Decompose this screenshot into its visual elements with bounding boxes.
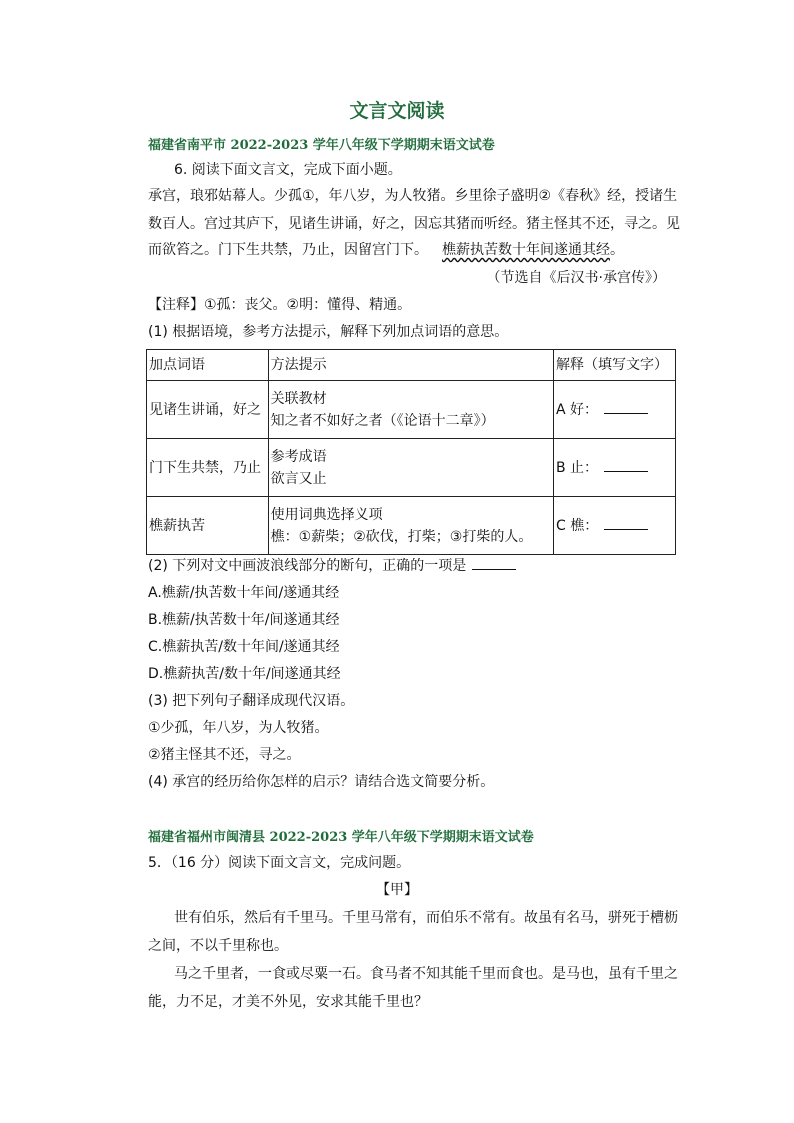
question-5-head: 5．（16 分）阅读下面文言文，完成问题。 [148, 855, 411, 871]
table-header-cell: 加点词语 [147, 350, 269, 381]
answer-blank[interactable] [604, 459, 648, 472]
hint-line: 欲言又止 [270, 470, 327, 487]
question-4: (4) 承宫的经历给你怎样的启示？请结合选文简要分析。 [148, 774, 495, 790]
vocab-table [146, 349, 676, 555]
hint-line: 使用词典选择义项 [270, 506, 383, 523]
answer-blank[interactable] [604, 517, 648, 530]
source-heading-2: 福建省福州市闽清县 2022-2023 学年八年级下学期期末语文试卷 [148, 830, 534, 845]
question-3: (3) 把下列句子翻译成现代汉语。 [148, 693, 355, 709]
source-heading-1: 福建省南平市 2022-2023 学年八年级下学期期末语文试卷 [148, 138, 495, 153]
hint-line: 关联教材 [270, 390, 327, 407]
option-d: D.樵薪执苦/数十年/间遂通其经 [148, 666, 341, 682]
notes: 【注释】①孤：丧父。②明：懂得、精通。 [148, 297, 412, 313]
translate-item-2: ②猪主怪其不还，寻之。 [148, 747, 301, 763]
table-cell-hint [268, 497, 553, 555]
translate-item-1: ①少孤，年八岁，为人牧猪。 [148, 720, 329, 736]
table-cell-hint [268, 381, 553, 439]
answer-label: A 好： [556, 401, 599, 418]
table-cell-word: 见诸生讲诵，好之 [147, 381, 269, 439]
table-cell-word: 门下生共禁，乃止 [147, 439, 269, 497]
table-row [147, 497, 676, 555]
passage-line-2: 数百人。宫过其庐下，见诸生讲诵，好之，因忘其猪而听经。猪主怪其不还，寻之。见 [148, 216, 680, 232]
table-row [147, 439, 676, 497]
table-cell-word: 樵薪执苦 [147, 497, 269, 555]
jia-line-1: 世有伯乐，然后有千里马。千里马常有，而伯乐不常有。故虽有名马，骈死于槽枥 [174, 910, 678, 926]
answer-label: B 止： [556, 459, 599, 476]
answer-blank[interactable] [604, 401, 648, 414]
answer-label: C 樵： [556, 517, 599, 534]
wavy-end-punct: 。 [610, 242, 624, 258]
wavy-underlined-sentence: 樵薪执苦数十年间遂通其经 [442, 242, 610, 258]
option-b: B.樵薪/执苦数十年/间遂通其经 [148, 612, 340, 628]
table-cell-answer [554, 439, 676, 497]
answer-blank[interactable] [472, 557, 516, 570]
hint-line: 樵：①薪柴；②砍伐，打柴；③打柴的人。 [270, 528, 533, 545]
table-cell-answer [554, 381, 676, 439]
table-header-row [147, 350, 676, 381]
question-6-head: 6. 阅读下面文言文，完成下面小题。 [174, 162, 402, 178]
jia-line-3: 马之千里者，一食或尽粟一石。食马者不知其能千里而食也。是马也，虽有千里之 [174, 966, 678, 982]
passage-line-3-text: 而欲笞之。门下生共禁，乃止，因留宫门下。 [148, 242, 428, 258]
table-cell-answer [554, 497, 676, 555]
option-c: C.樵薪执苦/数十年间/遂通其经 [148, 639, 340, 655]
table-cell-hint [268, 439, 553, 497]
option-a: A.樵薪/执苦数十年间/遂通其经 [148, 585, 340, 601]
jia-line-2: 之间，不以千里称也。 [148, 938, 288, 954]
hint-line: 知之者不如好之者（《论语十二章》） [270, 412, 495, 429]
page-title: 文言文阅读 [349, 100, 445, 122]
citation: （节选自《后汉书·承宫传》） [486, 270, 666, 286]
passage-label-jia: 【甲】 [376, 882, 418, 898]
table-header-cell: 方法提示 [268, 350, 553, 381]
passage-line-3 [148, 240, 624, 260]
jia-line-4: 能，力不足，才美不外见，安求其能千里也？ [148, 994, 428, 1010]
question-2 [148, 556, 516, 576]
table-header-cell: 解释（填写文字） [554, 350, 676, 381]
question-2-text: (2) 下列对文中画波浪线部分的断句，正确的一项是 [148, 558, 467, 574]
table-row [147, 381, 676, 439]
question-1: (1) 根据语境，参考方法提示，解释下列加点词语的意思。 [148, 324, 509, 340]
hint-line: 参考成语 [270, 448, 327, 465]
passage-line-1: 承宫，琅邪姑幕人。少孤①，年八岁，为人牧猪。乡里徐子盛明②《春秋》经，授诸生 [148, 188, 678, 204]
